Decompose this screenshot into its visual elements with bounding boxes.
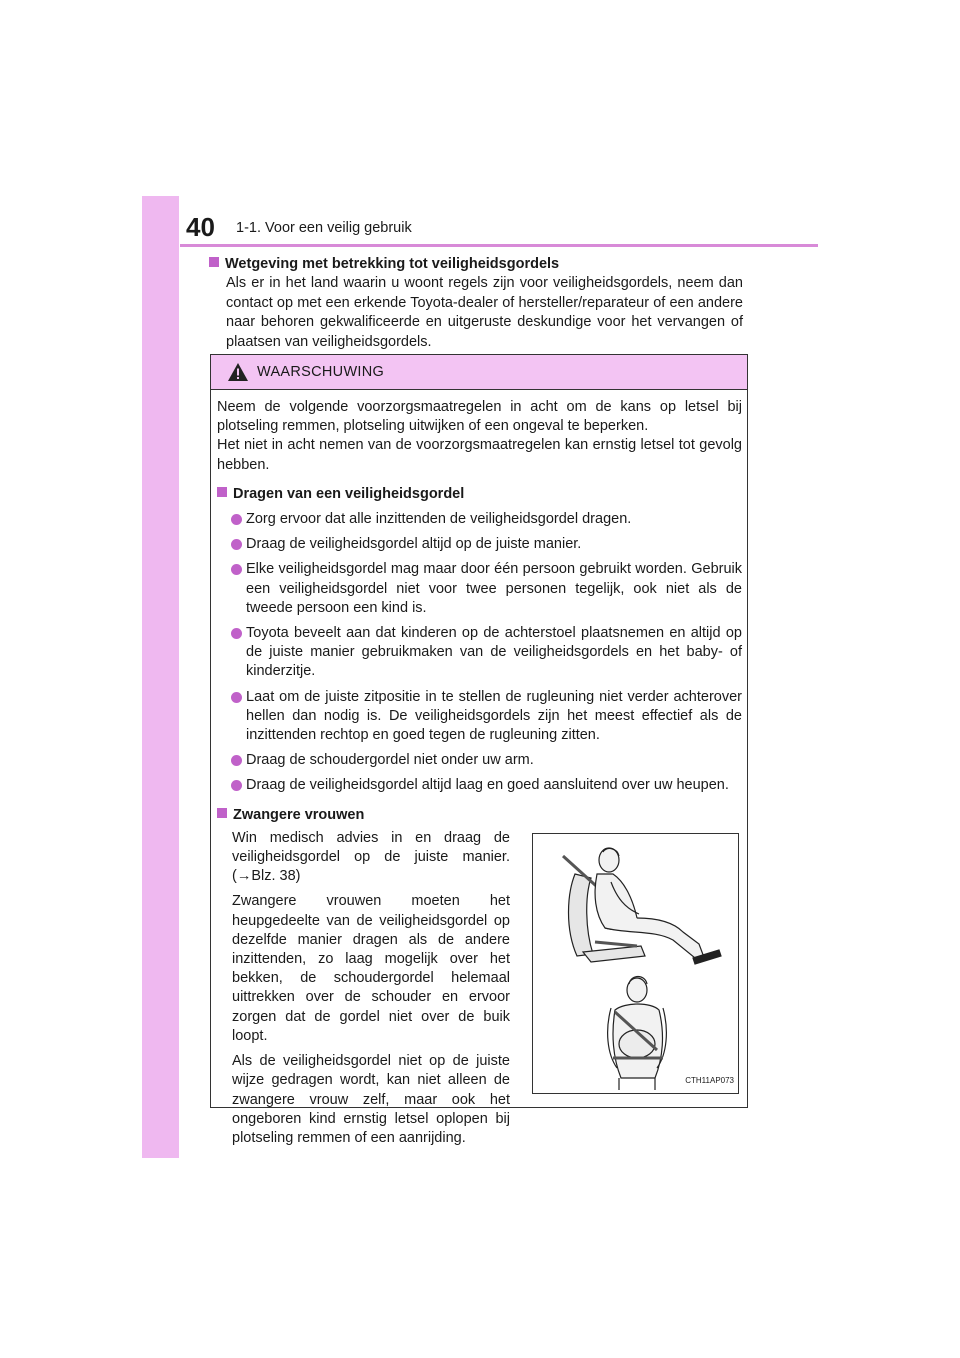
square-bullet-icon	[209, 257, 219, 267]
legislation-heading	[209, 256, 559, 272]
figure-code: CTH11AP073	[685, 1075, 734, 1085]
list-item-text: Draag de schoudergordel niet onder uw arm.	[246, 752, 534, 769]
list-item-text: Toyota beveelt aan dat kinderen op de achterstoel plaatsnemen en altijd op de juiste manier gebruikmaken van de veiligheidsgordels en het baby- of kinderzitje.	[246, 625, 742, 680]
legislation-heading-text: Wetgeving met betrekking tot veiligheidsgordels	[225, 256, 560, 272]
warning-box	[210, 354, 748, 1146]
page-number: 40	[186, 212, 215, 242]
warning-title: WAARSCHUWING	[257, 364, 385, 380]
round-bullet-icon	[231, 780, 242, 791]
list-item	[217, 510, 742, 529]
warning-intro-2: Het niet in acht nemen van de voorzorgsmaatregelen kan ernstig letsel tot gevolg hebben.	[217, 437, 742, 473]
pregnant-heading-text: Zwangere vrouwen	[233, 806, 365, 823]
list-item	[217, 535, 742, 554]
wearing-heading	[217, 485, 742, 504]
round-bullet-icon	[231, 755, 242, 766]
pregnant-text	[232, 829, 510, 1154]
wearing-heading-text: Dragen van een veiligheidsgordel	[233, 485, 465, 502]
warning-intro-1: Neem de volgende voorzorgsmaatregelen in acht om de kans op letsel bij plotseling remmen, plotseling uitwijken of een ongeval te beperken.	[217, 399, 742, 435]
list-item-text: Elke veiligheidsgordel mag maar door één persoon gebruikt worden. Gebruik een veiligheidsgordel niet voor twee personen tegelijk, ook niet als de tweede persoon een kind is.	[246, 561, 742, 616]
seatbelt-illustration-drawing	[533, 834, 738, 1093]
square-bullet-icon	[217, 487, 227, 497]
pregnant-seatbelt-illustration	[532, 833, 739, 1094]
legislation-body: Als er in het land waarin u woont regels zijn voor veiligheidsgordels, neem dan contact op met een erkende Toyota-dealer of hersteller/reparateur of een andere naar behoren gekwalificeerde en uitgeruste deskundige voor het vervangen of plaatsen van veiligheidsgordels.	[226, 275, 743, 350]
warning-header	[211, 355, 747, 390]
round-bullet-icon	[231, 628, 242, 639]
list-item-text: Zorg ervoor dat alle inzittenden de veiligheidsgordel dragen.	[246, 511, 632, 528]
pregnant-paragraph: Win medisch advies in en draag de veiligheidsgordel op de juiste manier. (→Blz. 38)	[232, 829, 510, 885]
round-bullet-icon	[231, 564, 242, 575]
list-item	[217, 624, 742, 682]
warning-body	[211, 390, 747, 1154]
section-title: 1-1. Voor een veilig gebruik	[236, 220, 412, 236]
list-item	[217, 776, 742, 795]
list-item	[217, 688, 742, 746]
pregnant-section	[217, 829, 742, 1154]
list-item-text: Draag de veiligheidsgordel altijd laag en goed aansluitend over uw heupen.	[246, 777, 729, 794]
list-item	[217, 560, 742, 618]
pregnant-paragraph: Als de veiligheidsgordel niet op de juiste wijze gedragen wordt, kan niet alleen de zwangere vrouw zelf, maar ook het ongeboren kind ernstig letsel oplopen bij plotseling remmen of een aanrijding.	[232, 1053, 510, 1146]
pregnant-paragraph: Zwangere vrouwen moeten het heupgedeelte van de veiligheidsgordel op dezelfde manier dragen als de andere inzittenden, zo laag mogelijk over het bekken, de schoudergordel helemaal uittrekken over de schouder en ervoor zorgen dat de gordel niet over de buik loopt.	[232, 893, 510, 1044]
side-band	[142, 196, 179, 1158]
round-bullet-icon	[231, 514, 242, 525]
warning-triangle-icon	[227, 362, 249, 382]
header-rule	[180, 244, 818, 247]
list-item-text: Draag de veiligheidsgordel altijd op de juiste manier.	[246, 536, 582, 553]
list-item-text: Laat om de juiste zitpositie in te stellen de rugleuning niet verder achterover hellen dan nodig is. De veiligheidsgordels zijn het meest effectief als de inzittenden rechtop en goed tegen de rugleuning zitten.	[246, 688, 742, 744]
list-item	[217, 751, 742, 770]
pregnant-heading	[217, 806, 742, 825]
round-bullet-icon	[231, 539, 242, 550]
wearing-list	[217, 510, 742, 796]
round-bullet-icon	[231, 692, 242, 703]
square-bullet-icon	[217, 808, 227, 818]
